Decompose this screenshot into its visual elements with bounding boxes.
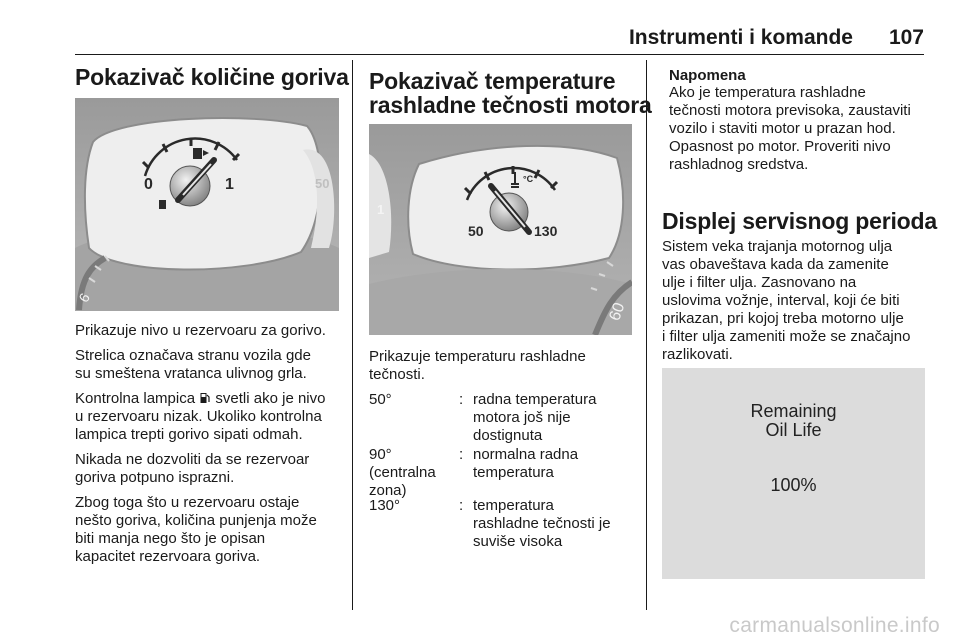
fuel-p4-line1: Nikada ne dozvoliti da se rezervoar	[75, 451, 310, 468]
header-rule	[75, 54, 924, 55]
right-gauge-label: 60	[606, 300, 629, 324]
fuel-p3-line2: u rezervoaru nizak. Ukoliko kontrolna	[75, 408, 322, 425]
note-line4: Opasnost po motor. Proveriti nivo	[669, 138, 891, 155]
watermark: carmanualsonline.info	[729, 614, 940, 637]
coolant-heading-line2: rashladne tečnosti motora	[369, 92, 652, 118]
note-line1: Ako je temperatura rashladne	[669, 84, 866, 101]
fuel-gauge-image	[75, 98, 339, 311]
coolant-gauge-unit: °C	[523, 174, 534, 184]
service-body-line7: razlikovati.	[662, 346, 733, 363]
note-line3: vozilo i staviti motor u prazan hod.	[669, 120, 896, 137]
coolant-gauge-min-label: 50	[468, 223, 484, 239]
fuel-p5-line2: nešto goriva, količina punjenja može	[75, 512, 317, 529]
note-line2: tečnosti motora previsoka, zaustaviti	[669, 102, 911, 119]
fuel-p5-line3: biti manja nego što je opisan	[75, 530, 266, 547]
oil-life-value: 100%	[770, 475, 817, 495]
service-body-line3: ulje i filter ulja. Zasnovano na	[662, 274, 857, 291]
fuel-p5-line4: kapacitet rezervoara goriva.	[75, 548, 261, 565]
temp-colon: :	[459, 497, 464, 514]
column-divider-1	[352, 60, 353, 610]
temp-angle: 50°	[369, 391, 392, 408]
coolant-intro-line1: Prikazuje temperaturu rashladne	[369, 348, 586, 365]
neighbor-gauge-label: 50	[315, 176, 330, 191]
fuel-p3-line1	[75, 390, 325, 408]
service-body-line6: i filter ulja zameniti može se značajno	[662, 328, 911, 345]
fuel-gauge-min-label: 0	[144, 176, 153, 193]
coolant-gauge-image	[369, 124, 632, 335]
service-body-line5: prikazan, pri kojoj treba motorno ulje	[662, 310, 904, 327]
temp-colon: :	[459, 446, 464, 463]
fuel-lamp-icon	[200, 391, 210, 403]
service-display-heading: Displej servisnog perioda	[662, 208, 937, 234]
temp-angle: 90° (centralna zona)	[369, 446, 436, 500]
fuel-p3-line1-rest: svetli ako je nivo	[215, 390, 326, 407]
temp-colon: :	[459, 391, 464, 408]
note-line5: rashladnog sredstva.	[669, 156, 809, 173]
temp-description: normalna radna temperatura	[473, 446, 579, 482]
fuel-p2-line1: Strelica označava stranu vozila gde	[75, 347, 311, 364]
running-header-title: Instrumenti i komande	[628, 26, 853, 49]
service-body-line1: Sistem veka trajanja motornog ulja	[662, 238, 893, 255]
fuel-p5-line1: Zbog toga što u rezervoaru ostaje	[75, 494, 300, 511]
fuel-gauge-max-label: 1	[225, 176, 234, 193]
oil-life-title	[662, 402, 925, 440]
temp-description: temperatura rashladne tečnosti je suviše visoka	[473, 497, 611, 551]
fuel-p3-prefix: Kontrolna lampica	[75, 390, 196, 407]
oil-life-title-line2: Oil Life	[765, 420, 822, 440]
fuel-p2-line2: su smeštena vratanca ulivnog grla.	[75, 365, 307, 382]
fuel-p4-line2: goriva potpuno isprazni.	[75, 469, 235, 486]
coolant-heading-line1: Pokazivač temperature	[369, 68, 616, 94]
note-heading: Napomena	[669, 67, 746, 84]
svg-text:6: 6	[75, 290, 93, 305]
coolant-gauge-max-label: 130	[534, 223, 558, 239]
column-divider-2	[646, 60, 647, 610]
fuel-gauge-heading: Pokazivač količine goriva	[75, 64, 349, 90]
service-body-line4: uslovima vožnje, interval, koji će biti	[662, 292, 900, 309]
service-body-line2: vas obaveštava kada da zamenite	[662, 256, 889, 273]
left-gauge-label: 1	[377, 202, 385, 217]
temp-angle: 130°	[369, 497, 401, 514]
fuel-p3-line3: lampica trepti gorivo sipati odmah.	[75, 426, 303, 443]
coolant-intro-line2: tečnosti.	[369, 366, 425, 383]
oil-life-title-line1: Remaining	[750, 401, 837, 421]
oil-life-display	[662, 368, 925, 579]
temp-description: radna temperatura motora još nije dostignuta	[473, 391, 597, 445]
fuel-p1: Prikazuje nivo u rezervoaru za gorivo.	[75, 322, 326, 339]
page-number: 107	[888, 26, 924, 49]
